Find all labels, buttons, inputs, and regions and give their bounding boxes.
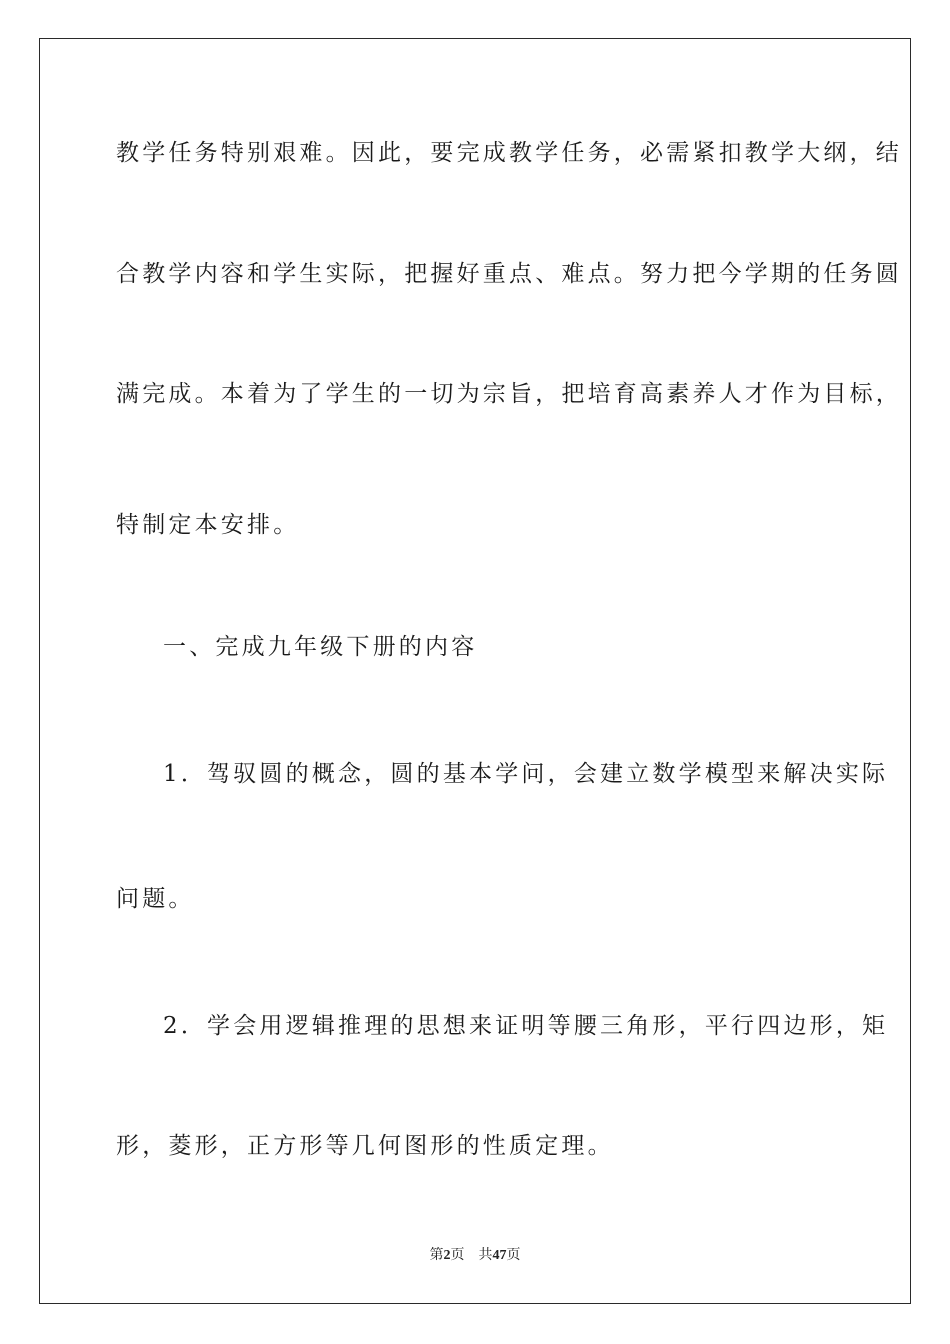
footer-total-suffix: 页	[506, 1248, 521, 1263]
footer-page-prefix: 第	[429, 1248, 444, 1263]
paragraph-line-2: 合教学内容和学生实际，把握好重点、难点。努力把今学期的任务圆	[116, 261, 902, 287]
list-item-1-line-2: 问题。	[116, 886, 195, 912]
list-item-1-line-1: 1．驾驭圆的概念，圆的基本学问，会建立数学模型来解决实际	[163, 761, 889, 787]
page-footer	[0, 1247, 950, 1265]
footer-total-prefix: 共	[478, 1248, 493, 1263]
paragraph-line-1: 教学任务特别艰难。因此，要完成教学任务，必需紧扣教学大纲，结	[116, 140, 902, 166]
footer-page-suffix: 页	[450, 1248, 465, 1263]
section-heading: 一、完成九年级下册的内容	[163, 634, 478, 660]
footer-page-current: 2	[443, 1248, 451, 1263]
list-item-2-line-1: 2．学会用逻辑推理的思想来证明等腰三角形，平行四边形，矩	[163, 1013, 889, 1039]
paragraph-line-3: 满完成。本着为了学生的一切为宗旨，把培育高素养人才作为目标，	[116, 381, 902, 407]
paragraph-line-4: 特制定本安排。	[116, 512, 300, 538]
list-item-2-line-2: 形，菱形，正方形等几何图形的性质定理。	[116, 1133, 614, 1159]
footer-page-total: 47	[492, 1248, 507, 1263]
page-border	[39, 38, 911, 1304]
